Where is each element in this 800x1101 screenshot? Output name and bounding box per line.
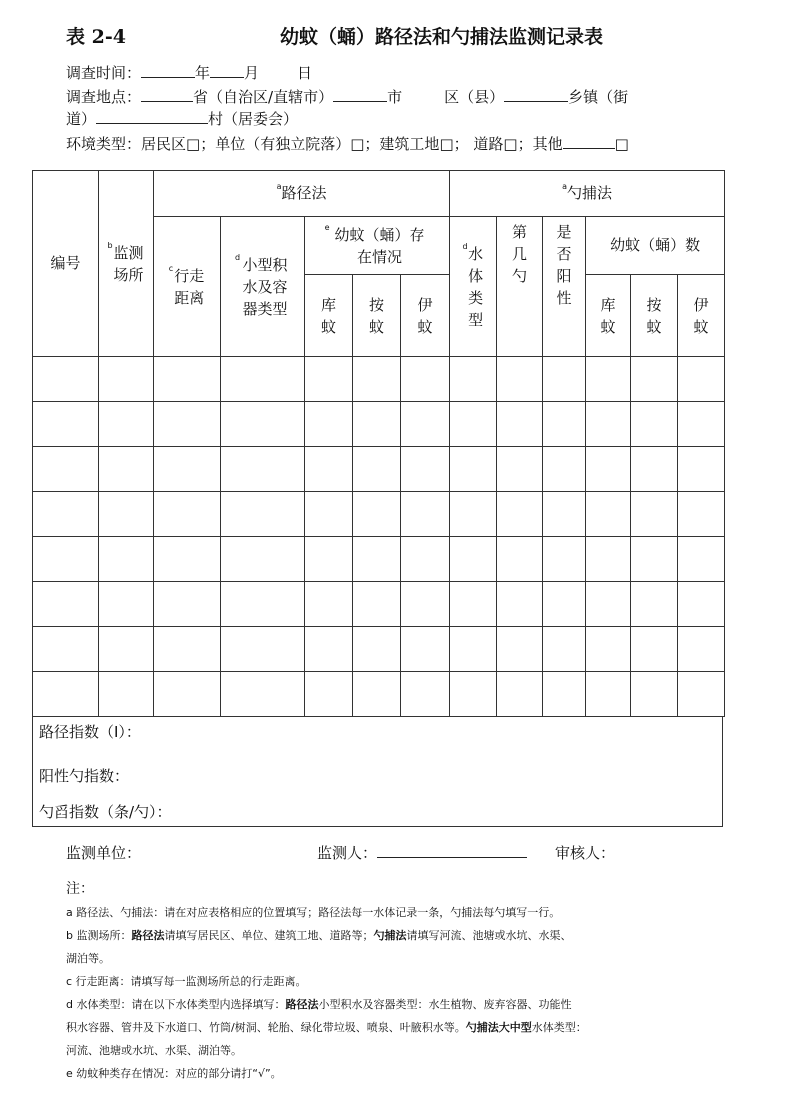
route-index-label[interactable]: 路径指数（I）： (39, 723, 141, 741)
col-header-aedes: 伊蚊 (401, 275, 450, 357)
table-row (33, 447, 725, 492)
table-cell[interactable] (631, 672, 678, 717)
env-residential-label: 居民区 (141, 135, 187, 153)
table-cell[interactable] (154, 537, 221, 582)
table-cell[interactable] (99, 537, 154, 582)
table-cell[interactable] (221, 582, 305, 627)
col-header-water-type: $^d$水体类型 (450, 217, 497, 357)
table-row (33, 672, 725, 717)
table-row (33, 402, 725, 447)
table-cell[interactable] (678, 627, 725, 672)
table-cell[interactable] (154, 357, 221, 402)
table-cell[interactable] (221, 537, 305, 582)
table-cell[interactable] (631, 627, 678, 672)
monitor-person[interactable]: 监测人： (317, 842, 527, 863)
positive-dip-index-label[interactable]: 阳性勺指数： (39, 767, 130, 785)
table-cell[interactable] (33, 402, 99, 447)
month-field[interactable] (210, 63, 244, 78)
table-cell[interactable] (305, 672, 353, 717)
table-cell[interactable] (353, 402, 401, 447)
environment-label: 环境类型： (66, 135, 142, 153)
table-cell[interactable] (99, 672, 154, 717)
table-cell[interactable] (33, 582, 99, 627)
col-header-positive: 是否阳性 (543, 217, 586, 357)
town-field[interactable] (504, 87, 568, 102)
table-cell[interactable] (154, 582, 221, 627)
table-cell[interactable] (33, 447, 99, 492)
town-label: 乡镇（街 (568, 88, 629, 106)
table-cell[interactable] (678, 402, 725, 447)
table-cell[interactable] (586, 672, 631, 717)
table-cell[interactable] (497, 402, 543, 447)
notes-section (66, 878, 726, 1085)
col-header-count-aedes: 伊蚊 (678, 275, 725, 357)
table-cell[interactable] (678, 357, 725, 402)
table-cell[interactable] (678, 672, 725, 717)
table-cell[interactable] (497, 492, 543, 537)
col-header-culex: 库蚊 (305, 275, 353, 357)
col-header-larvae-count: 幼蚊（蛹）数 (586, 217, 725, 275)
table-cell[interactable] (353, 447, 401, 492)
table-cell[interactable] (221, 627, 305, 672)
table-cell[interactable] (353, 627, 401, 672)
table-cell[interactable] (543, 357, 586, 402)
table-cell[interactable] (631, 402, 678, 447)
table-cell[interactable] (450, 357, 497, 402)
district-label: 区（县） (444, 88, 505, 106)
survey-time-label: 调查时间： (66, 64, 142, 82)
col-header-id: 编号 (33, 171, 99, 357)
table-cell[interactable] (33, 672, 99, 717)
table-cell[interactable] (154, 627, 221, 672)
table-cell[interactable] (305, 447, 353, 492)
table-cell[interactable] (401, 672, 450, 717)
col-header-larvae-presence: $^e$ 幼蚊（蛹）存在情况 (305, 217, 450, 275)
table-cell[interactable] (497, 537, 543, 582)
table-cell[interactable] (401, 447, 450, 492)
monitoring-record-table (32, 170, 725, 717)
table-cell[interactable] (99, 492, 154, 537)
env-unit-label: ；单位（有独立院落） (200, 135, 351, 153)
notes-heading: 注： (66, 881, 94, 897)
table-cell[interactable] (401, 492, 450, 537)
table-cell[interactable] (450, 492, 497, 537)
table-cell[interactable] (631, 357, 678, 402)
table-cell[interactable] (353, 537, 401, 582)
table-cell[interactable] (401, 357, 450, 402)
table-cell[interactable] (401, 582, 450, 627)
table-cell[interactable] (353, 357, 401, 402)
table-cell[interactable] (154, 492, 221, 537)
table-cell[interactable] (154, 672, 221, 717)
env-road-label: ； 道路 (453, 135, 504, 153)
table-cell[interactable] (586, 627, 631, 672)
page-header (66, 18, 746, 50)
env-construction-checkbox[interactable]: □ (439, 135, 454, 153)
table-cell[interactable] (497, 582, 543, 627)
year-label: 年 (195, 64, 211, 82)
year-field[interactable] (141, 63, 195, 78)
table-cell[interactable] (305, 357, 353, 402)
table-cell[interactable] (305, 402, 353, 447)
table-cell[interactable] (497, 357, 543, 402)
col-header-dip-number: 第几勺 (497, 217, 543, 357)
table-cell[interactable] (631, 537, 678, 582)
environment-line (66, 134, 629, 154)
table-cell[interactable] (33, 627, 99, 672)
province-label: 省（自治区/直辖市） (193, 88, 334, 106)
env-other-field[interactable] (563, 134, 615, 149)
survey-place-line-2 (66, 109, 298, 129)
table-cell[interactable] (305, 492, 353, 537)
table-cell[interactable] (543, 582, 586, 627)
page-title: 幼蚊（蛹）路径法和勺捕法监测记录表 (280, 26, 604, 48)
table-cell[interactable] (586, 537, 631, 582)
table-cell[interactable] (450, 537, 497, 582)
table-cell[interactable] (33, 492, 99, 537)
table-row (33, 357, 725, 402)
table-cell[interactable] (99, 402, 154, 447)
table-cell[interactable] (221, 672, 305, 717)
env-construction-label: ；建筑工地 (364, 135, 440, 153)
col-header-walk-distance: $^c$行走距离 (154, 217, 221, 357)
table-cell[interactable] (631, 492, 678, 537)
table-cell[interactable] (450, 447, 497, 492)
table-row (33, 582, 725, 627)
table-cell[interactable] (33, 357, 99, 402)
col-header-count-anopheles: 按蚊 (631, 275, 678, 357)
table-cell[interactable] (678, 582, 725, 627)
table-cell[interactable] (401, 537, 450, 582)
table-cell[interactable] (99, 447, 154, 492)
city-field[interactable] (333, 87, 387, 102)
table-row (33, 627, 725, 672)
survey-time-line (66, 63, 312, 83)
col-header-site: $^b$监测场所 (99, 171, 154, 357)
table-cell[interactable] (450, 582, 497, 627)
day-label: 日 (297, 64, 313, 82)
table-cell[interactable] (221, 492, 305, 537)
index-summary-box (32, 717, 723, 827)
table-cell[interactable] (497, 672, 543, 717)
table-cell[interactable] (543, 537, 586, 582)
note-b-cont: 湖泊等。 (66, 952, 110, 965)
table-cell[interactable] (586, 402, 631, 447)
table-cell[interactable] (353, 672, 401, 717)
table-cell[interactable] (401, 402, 450, 447)
table-cell[interactable] (221, 447, 305, 492)
table-cell[interactable] (450, 627, 497, 672)
monitoring-unit[interactable]: 监测单位： (66, 844, 142, 862)
table-cell[interactable] (543, 447, 586, 492)
table-cell[interactable] (99, 582, 154, 627)
table-cell[interactable] (678, 447, 725, 492)
city-label: 市 (387, 88, 403, 106)
env-unit-checkbox[interactable]: □ (350, 135, 365, 153)
table-cell[interactable] (305, 537, 353, 582)
table-cell[interactable] (543, 492, 586, 537)
table-cell[interactable] (631, 447, 678, 492)
province-field[interactable] (141, 87, 193, 102)
table-cell[interactable] (631, 582, 678, 627)
col-header-anopheles: 按蚊 (353, 275, 401, 357)
table-cell[interactable] (586, 582, 631, 627)
table-cell[interactable] (586, 447, 631, 492)
monitor-signature-field[interactable] (377, 843, 527, 858)
table-cell[interactable] (497, 627, 543, 672)
dip-index-label[interactable]: 勺舀指数（条/勺）： (39, 803, 172, 821)
village-field[interactable] (96, 109, 208, 124)
note-d-cont: 积水容器、管井及下水道口、竹筒/树洞、轮胎、绿化带垃圾、喷泉、叶腋积水等。勺捕法大中型水体类型： (66, 1021, 587, 1034)
table-cell[interactable] (450, 402, 497, 447)
col-header-route-method: $^a$路径法 (154, 171, 450, 217)
env-road-checkbox[interactable]: □ (503, 135, 518, 153)
table-cell[interactable] (586, 492, 631, 537)
table-cell[interactable] (305, 582, 353, 627)
table-cell[interactable] (450, 672, 497, 717)
survey-place-label: 调查地点： (66, 88, 142, 106)
table-cell[interactable] (154, 402, 221, 447)
env-other-label: ；其他 (517, 135, 563, 153)
table-cell[interactable] (221, 402, 305, 447)
note-d-cont2: 河流、池塘或水坑、水渠、湖泊等。 (66, 1044, 242, 1057)
village-label: 村（居委会） (208, 110, 299, 128)
col-header-count-culex: 库蚊 (586, 275, 631, 357)
table-cell[interactable] (221, 357, 305, 402)
note-a: a 路径法、勺捕法：请在对应表格相应的位置填写；路径法每一水体记录一条，勺捕法每勺填写一行。 (66, 906, 561, 919)
table-cell[interactable] (543, 402, 586, 447)
note-d: d 水体类型：请在以下水体类型内选择填写：路径法小型积水及容器类型：水生植物、废弃容器、功能性 (66, 998, 572, 1011)
table-cell[interactable] (33, 537, 99, 582)
survey-place-line (66, 87, 628, 107)
table-cell[interactable] (353, 582, 401, 627)
table-cell[interactable] (353, 492, 401, 537)
table-cell[interactable] (678, 537, 725, 582)
note-e: e 幼蚊种类存在情况：对应的部分请打“√”。 (66, 1067, 282, 1080)
note-c: c 行走距离：请填写每一监测场所总的行走距离。 (66, 975, 307, 988)
col-header-dipper-method: $^a$勺捕法 (450, 171, 725, 217)
month-label: 月 (244, 64, 260, 82)
env-other-checkbox[interactable]: □ (614, 135, 629, 153)
env-residential-checkbox[interactable]: □ (186, 135, 201, 153)
reviewer-person[interactable]: 审核人： (555, 844, 616, 862)
table-cell[interactable] (401, 627, 450, 672)
table-cell[interactable] (99, 627, 154, 672)
col-header-container-type: $^d$ 小型积水及容器类型 (221, 217, 305, 357)
table-cell[interactable] (99, 357, 154, 402)
table-cell[interactable] (678, 492, 725, 537)
table-cell[interactable] (543, 672, 586, 717)
table-cell[interactable] (305, 627, 353, 672)
table-row (33, 492, 725, 537)
note-b: b 监测场所：路径法请填写居民区、单位、建筑工地、道路等；勺捕法请填写河流、池塘或水坑、水渠、 (66, 929, 572, 942)
table-cell[interactable] (543, 627, 586, 672)
table-row (33, 537, 725, 582)
table-cell[interactable] (497, 447, 543, 492)
street-label: 道） (66, 110, 97, 128)
table-number: 表 2-4 (66, 26, 126, 48)
table-cell[interactable] (154, 447, 221, 492)
table-cell[interactable] (586, 357, 631, 402)
